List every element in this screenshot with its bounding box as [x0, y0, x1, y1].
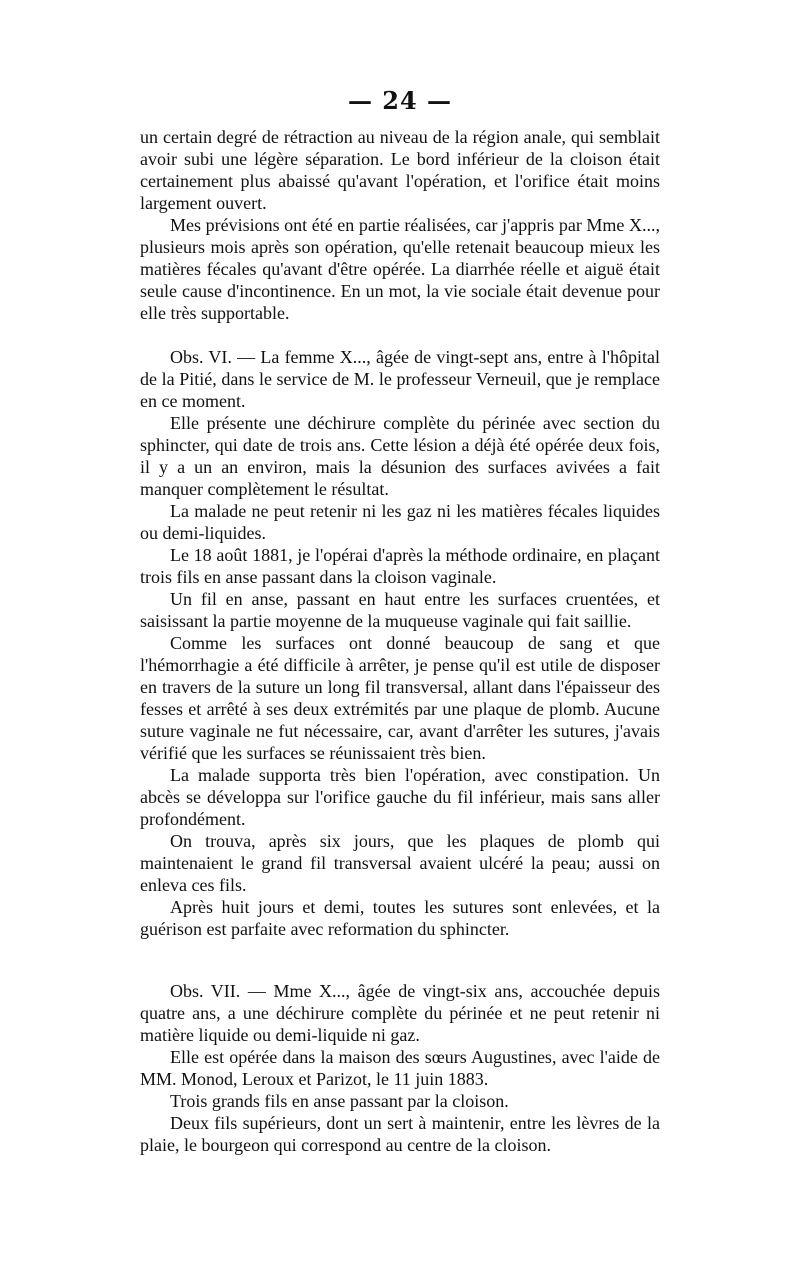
section-gap: [140, 940, 660, 980]
paragraph-suture-loop: Un fil en anse, passant en haut entre les surfaces cruentées, et saisissant la partie moyenne de la muqueuse vaginale qui fait saillie.: [140, 589, 660, 631]
paragraph-continuation: un certain degré de rétraction au niveau de la région anale, qui semblait avoir subi une légère séparation. Le bord inférieur de la cloison était certainement plus abaissé qu'avant l'opération, et l'orifice était moins largement ouvert.: [140, 127, 660, 213]
page-number: — 24 —: [347, 86, 453, 115]
observation-heading-vi: Obs. VI. — La femme X..., âgée de vingt-sept ans, entre à l'hôpital de la Pitié, dans le service de M. le professeur Verneuil, que je remplace en ce moment.: [140, 347, 660, 411]
body-text: [140, 126, 660, 1156]
paragraph-previsions: Mes prévisions ont été en partie réalisées, car j'appris par Mme X..., plusieurs mois après son opération, qu'elle retenait beaucoup mieux les matières fécales qu'avant d'être opérée. La diarrhée réelle et aiguë était seule cause d'incontinence. En un mot, la vie sociale était devenue pour elle très supportable.: [140, 215, 660, 323]
paragraph-operation-date: Le 18 août 1881, je l'opérai d'après la méthode ordinaire, en plaçant trois fils en anse passant dans la cloison vaginale.: [140, 545, 660, 587]
section-gap: [140, 324, 660, 346]
paragraph-healing: Après huit jours et demi, toutes les sutures sont enlevées, et la guérison est parfaite avec reformation du sphincter.: [140, 897, 660, 939]
paragraph-upper-threads: Deux fils supérieurs, dont un sert à maintenir, entre les lèvres de la plaie, le bourgeon qui correspond au centre de la cloison.: [140, 1113, 660, 1155]
paragraph-incontinence: La malade ne peut retenir ni les gaz ni les matières fécales liquides ou demi-liquides.: [140, 501, 660, 543]
paragraph-tolerance: La malade supporta très bien l'opération, avec constipation. Un abcès se développa sur l'orifice gauche du fil inférieur, mais sans aller profondément.: [140, 765, 660, 829]
paragraph-lesion: Elle présente une déchirure complète du périnée avec section du sphincter, qui date de trois ans. Cette lésion a déjà été opérée deux fois, il y a un an environ, mais la désunion des surfaces avivées a fait manquer complètement le résultat.: [140, 413, 660, 499]
paragraph-operation-place: Elle est opérée dans la maison des sœurs Augustines, avec l'aide de MM. Monod, Leroux et Parizot, le 11 juin 1883.: [140, 1047, 660, 1089]
paragraph-lead-plates: On trouva, après six jours, que les plaques de plomb qui maintenaient le grand fil transversal avaient ulcéré la peau; aussi on enleva ces fils.: [140, 831, 660, 895]
paragraph-three-threads: Trois grands fils en anse passant par la cloison.: [170, 1091, 509, 1111]
paragraph-hemorrhage: Comme les surfaces ont donné beaucoup de sang et que l'hémorrhagie a été difficile à arrêter, je pense qu'il est utile de disposer en travers de la suture un long fil transversal, allant dans l'épaisseur des fesses et arrêté à ses deux extrémités par une plaque de plomb. Aucune suture vaginale ne fut nécessaire, car, avant d'arrêter les sutures, j'avais vérifié que les surfaces se réunissaient très bien.: [140, 633, 660, 763]
observation-heading-vii: Obs. VII. — Mme X..., âgée de vingt-six ans, accouchée depuis quatre ans, a une déchirure complète du périnée et ne peut retenir ni matière liquide ou demi-liquide ni gaz.: [140, 981, 660, 1045]
